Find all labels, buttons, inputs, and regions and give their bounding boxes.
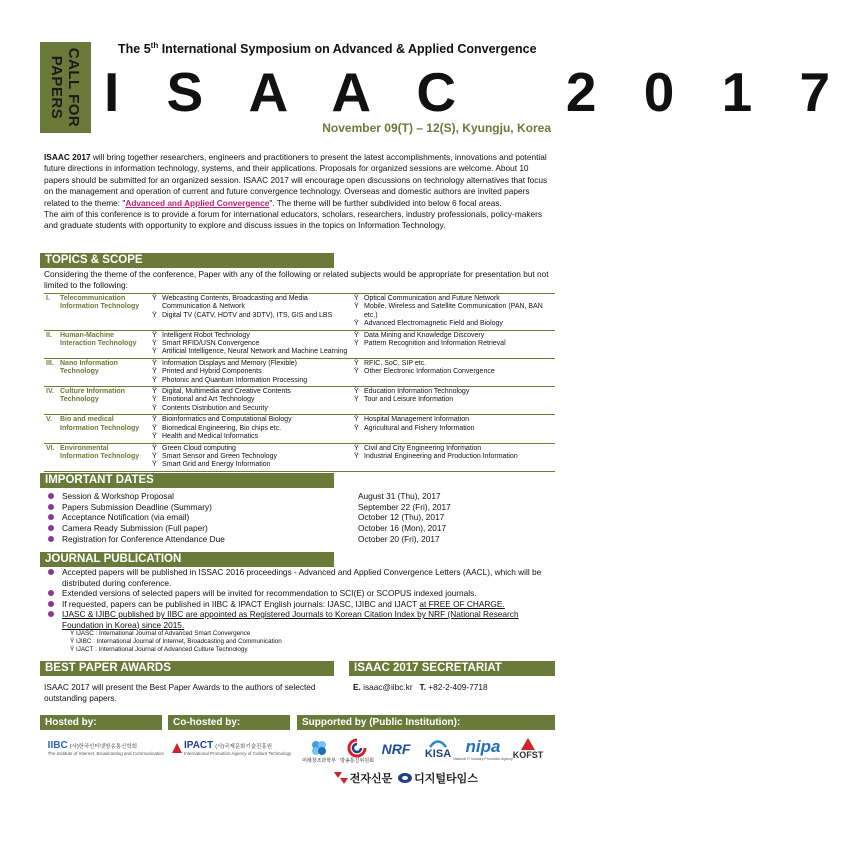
event-dates: November 09(T) – 12(S), Kyungju, Korea [322, 121, 551, 135]
topic-subjects [352, 443, 555, 471]
msip-logo: 미래창조과학부 [302, 733, 336, 769]
secretariat-phone: +82-2-409-7718 [426, 682, 488, 692]
topics-heading: TOPICS & SCOPE [40, 253, 334, 268]
secretariat-email[interactable]: isaac@iibc.kr [360, 682, 413, 692]
list-item: Ÿ Emotional and Art Technology [152, 396, 255, 404]
table-row [44, 415, 555, 443]
topic-subjects [150, 387, 352, 415]
list-item: Ÿ Photonic and Quantum Information Processing [152, 376, 308, 384]
list-item: Ÿ Contents Distribution and Security [152, 404, 268, 412]
list-item [48, 491, 548, 502]
list-item: Ÿ Other Electronic Information Convergence [354, 368, 495, 376]
event-name: I S A A C 2 0 1 7 [104, 61, 846, 123]
topic-category: Bio and medical Information Technology [58, 415, 150, 443]
list-item: Ÿ Intelligent Robot Technology [152, 331, 250, 339]
call-for-papers-box [40, 42, 91, 133]
list-item: IJASC & IJIBC published by IIBC are appointed as Registered Journals to Korean Citation Index by NRF (National Research Foundation in Korea) since 2015. [48, 609, 558, 630]
list-item: Accepted papers will be published in ISSAC 2016 proceedings - Advanced and Applied Convergence Letters (AACL), which will be distributed during conference. [48, 567, 558, 588]
list-item: If requested, papers can be published in IIBC & IPACT English journals: IJASC, IJIBC and IJACT at FREE OF CHARGE. [48, 599, 558, 610]
list-item: Ÿ RFIC, SoC, SIP etc. [354, 359, 427, 367]
kofst-logo: KOFST [508, 733, 548, 765]
secretariat-contact: E. isaac@iibc.kr T. +82-2-409-7718 [353, 682, 488, 692]
topic-category: Nano Information Technology [58, 358, 150, 386]
dates-heading: IMPORTANT DATES [40, 473, 334, 488]
topic-subjects [352, 294, 555, 331]
table-row [44, 387, 555, 415]
table-row [44, 443, 555, 471]
list-item: Ÿ Artificial Intelligence, Neural Network and Machine Learning [152, 348, 348, 356]
list-item: Ÿ Education Information Technology [354, 388, 470, 396]
dt-logo: 디지털타임스 [398, 768, 478, 788]
list-item: Ÿ Bioinformatics and Computational Biology [152, 416, 292, 424]
topic-number: III. [44, 358, 58, 386]
dates-list [48, 491, 548, 545]
list-item [48, 523, 548, 534]
topics-description: Considering the theme of the conference, Paper with any of the following or related subjects would be appropriate for presentation but not limited to the following: [44, 269, 549, 290]
list-item: Ÿ Digital TV (CATV, HDTV and 3DTV), ITS, GIS and LBS [152, 311, 333, 319]
list-item: Ÿ Advanced Electromagnetic Field and Biology [354, 320, 503, 328]
etnews-logo: 전자신문 [332, 768, 394, 788]
topic-subjects [352, 358, 555, 386]
list-item: Ÿ Smart RFID/USN Convergence [152, 340, 260, 348]
topic-number: VI. [44, 443, 58, 471]
topic-subjects [150, 443, 352, 471]
journal-heading: JOURNAL PUBLICATION [40, 552, 334, 567]
topic-category: Human-Machine Interaction Technology [58, 330, 150, 358]
list-item: Ÿ Hospital Management Information [354, 416, 470, 424]
cfp-line-1: CALL FOR [65, 47, 83, 128]
iibc-mark-icon [44, 741, 45, 755]
topic-number: II. [44, 330, 58, 358]
list-item: Ÿ Mobile, Wireless and Satellite Communication (PAN, BAN etc.) [354, 303, 543, 319]
date-label: Registration for Conference Attendance Due [62, 533, 225, 544]
table-row [44, 294, 555, 331]
supported-heading: Supported by (Public Institution): [297, 715, 555, 730]
table-row [44, 358, 555, 386]
list-item: Ÿ Printed and Hybrid Components [152, 368, 262, 376]
cohosted-heading: Co-hosted by: [168, 715, 290, 730]
symposium-title: The 5th International Symposium on Advanced & Applied Convergence [118, 41, 537, 57]
topic-subjects [150, 358, 352, 386]
topic-number: I. [44, 294, 58, 331]
topic-subjects [150, 294, 352, 331]
topic-number: V. [44, 415, 58, 443]
kisa-mark-icon [428, 738, 448, 748]
date-label: Acceptance Notification (via email) [62, 512, 190, 523]
date-label: Camera Ready Submission (Full paper) [62, 523, 208, 534]
awards-text: ISAAC 2017 will present the Best Paper Awards to the authors of selected outstanding papers. [44, 682, 316, 703]
topic-category: Environmental Information Technology [58, 443, 150, 471]
date-label: Session & Workshop Proposal [62, 491, 174, 501]
list-item: Ÿ Smart Sensor and Green Technology [152, 452, 278, 460]
topic-subjects [150, 415, 352, 443]
call-for-papers-label [40, 42, 91, 133]
list-item: Ÿ Health and Medical Informatics [152, 433, 259, 441]
topic-subjects [352, 330, 555, 358]
intro-text: ISAAC 2017 will bring together researchers, engineers and practitioners to present the latest accomplishments, innovations and potential future directions in information technology, systems, and their applications. Proposals for organized sessions are welcome. About 10 papers should be submitted for an organized session. ISAAC 2017 will encourage open discussions on technology alternatives that focus on the management and operation of current and future convergence technology. Overseas and domestic authors are invited papers related to the theme: "Advanced and Applied Convergence". The theme will be further subdivided into below 6 focal areas. The aim of this conference is to provide a forum for international educators, scholars, researchers, industry professionals, policy-makers and graduate students with opportunity to explore and discuss issues in the topics on Information Technology. [44, 152, 548, 231]
cfp-line-2: PAPERS [48, 55, 66, 120]
list-item: Ÿ Civil and City Engineering Information [354, 444, 482, 452]
list-item: Ÿ Pattern Recognition and Information Retrieval [354, 340, 506, 348]
list-item [48, 502, 548, 513]
kisa-logo: KISA [420, 733, 456, 765]
topic-category: Culture Information Technology [58, 387, 150, 415]
topic-category: Telecommunication Information Technology [58, 294, 150, 331]
list-item: Extended versions of selected papers will be invited for recommendation to SCI(E) or SCOPUS indexed journals. [48, 588, 558, 599]
list-item: Ÿ Optical Communication and Future Network [354, 295, 500, 302]
list-item: Ÿ Smart Grid and Energy Information [152, 461, 271, 469]
journal-list [48, 567, 558, 630]
topic-subjects [352, 415, 555, 443]
list-item: Ÿ Green Cloud computing [152, 444, 236, 452]
list-item: Ÿ Agricultural and Fishery Information [354, 424, 475, 432]
list-item: Ÿ Data Mining and Knowledge Discovery [354, 331, 485, 339]
iibc-logo: IIBC (사)한국인터넷방송통신학회 The Institute of Internet, Broadcasting and Communication [47, 740, 164, 756]
date-value: October 20 (Fri), 2017 [358, 533, 440, 544]
nrf-logo: NRF [381, 741, 411, 757]
topic-subjects [150, 330, 352, 358]
date-value: October 16 (Mon), 2017 [358, 523, 447, 534]
date-label: Papers Submission Deadline (Summary) [62, 501, 212, 512]
journal-abbreviations: Ÿ IJASC : International Journal of Advanced Smart Convergence Ÿ IJIBC : International Journal of Internet, Broadcasting and Communication Ÿ IJACT : International Journal of Advanced Culture Technology [70, 630, 282, 653]
kcc-logo: 방송통신위원회 [340, 733, 374, 769]
list-item [48, 512, 548, 523]
list-item: Ÿ Webcasting Contents, Broadcasting and Media Communication & Network [152, 295, 308, 311]
list-item: Ÿ Digital, Multimedia and Creative Contents [152, 388, 291, 396]
secretariat-heading: ISAAC 2017 SECRETARIAT [349, 661, 555, 676]
etnews-mark-icon [334, 772, 348, 784]
awards-heading: BEST PAPER AWARDS [40, 661, 334, 676]
kcc-mark-icon [347, 739, 367, 757]
list-item: Ÿ Biomedical Engineering, Bio chips etc. [152, 424, 282, 432]
list-item: Ÿ Industrial Engineering and Production Information [354, 452, 518, 460]
theme-link[interactable]: Advanced and Applied Convergence [125, 197, 270, 208]
kofst-mark-icon [521, 738, 535, 750]
topic-number: IV. [44, 387, 58, 415]
ipact-mark-icon [172, 743, 182, 753]
topic-subjects [352, 387, 555, 415]
dt-mark-icon [398, 772, 412, 784]
table-row [44, 330, 555, 358]
nipa-logo: nipa National IT Industry Promotion Agency [453, 737, 513, 761]
topics-table [44, 293, 555, 472]
list-item: Ÿ Tour and Leisure Information [354, 396, 454, 404]
date-value: September 22 (Fri), 2017 [358, 501, 451, 512]
date-value: October 12 (Thu), 2017 [358, 512, 445, 523]
ipact-logo: IPACT (사)국제문화기술진흥원 International Promotion Agency of Culture Technology [172, 735, 292, 761]
list-item [48, 534, 548, 545]
date-value: August 31 (Thu), 2017 [358, 491, 441, 501]
list-item: Ÿ Information Displays and Memory (Flexible) [152, 359, 297, 367]
msip-mark-icon [310, 739, 328, 757]
hosted-heading: Hosted by: [40, 715, 162, 730]
